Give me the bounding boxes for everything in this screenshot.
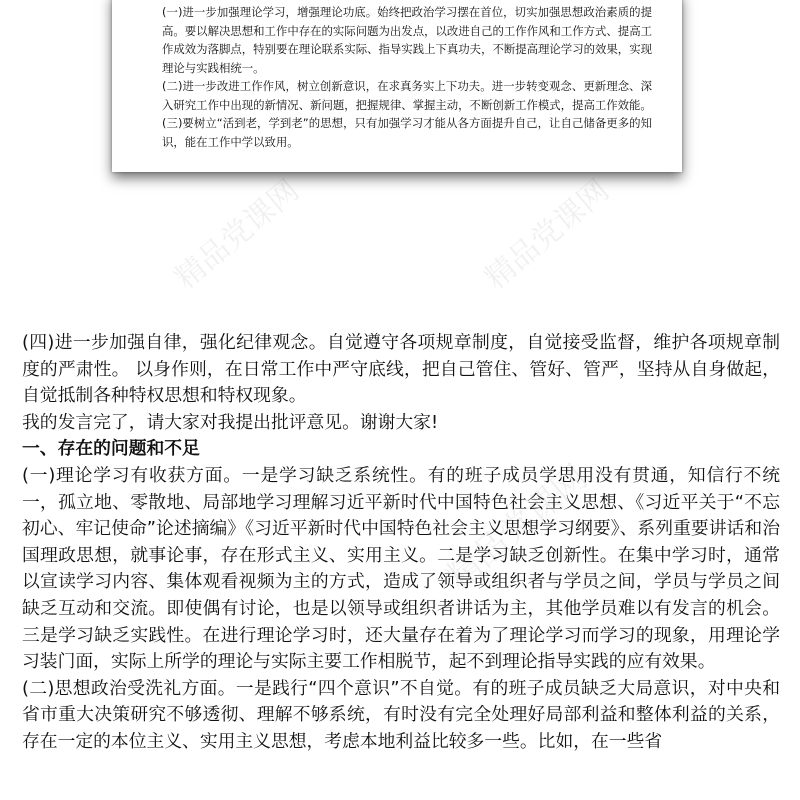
paragraph-political-thought: (二)思想政治受洗礼方面。一是践行“四个意识”不自觉。有的班子成员缺乏大局意识，对中央和省市重大决策研究不够透彻、理解不够系统，有时没有完全处理好局部利益和整体利益的关系，存在一定的本位主义、实用主义思想，考虑本地利益比较多一些。比如，在一些省 (22, 677, 780, 752)
paragraph-closing-remark: 我的发言完了，请大家对我提出批评意见。谢谢大家! (22, 411, 439, 433)
watermark: 精品党课网 (478, 173, 616, 297)
section-heading-problems: 一、存在的问题和不足 (22, 438, 200, 460)
watermark: 精品党课网 (439, 457, 596, 598)
preview-paragraph-3: (三)要树立“活到老，学到老”的思想，只有加强学习才能从各方面提升自己，让自己储备更多的知识，能在工作中学以致用。 (162, 116, 652, 149)
paragraph-theory-study: (一)理论学习有收获方面。一是学习缺乏系统性。有的班子成员学思用没有贯通，知信行不统一，孤立地、零散地、局部地学习理解习近平新时代中国特色社会主义思想、《习近平关于“不忘初心、牢记使命”论述摘编》《习近平新时代中国特色社会主义思想学习纲要》、系列重要讲话和治国理政思想，就事论事，存在形式主义、实用主义。二是学习缺乏创新性。在集中学习时，通常以宣读学习内容、集体观看视频为主的方式，造成了领导或组织者与学员之间，学员与学员之间缺乏互动和交流。即使偶有讨论，也是以领导或组织者讲话为主，其他学员难以有发言的机会。三是学习缺乏实践性。在进行理论学习时，还大量存在着为了理论学习而学习的现象，用理论学习装门面，实际上所学的理论与实际主要工作相脱节，起不到理论指导实践的应有效果。 (22, 464, 780, 673)
paragraph-discipline: (四)进一步加强自律，强化纪律观念。自觉遵守各项规章制度，自觉接受监督，维护各项规章制度的严肃性。 以身作则，在日常工作中严守底线，把自己管住、管好、管严，坚持从自身做起，自觉抵制各种特权思想和特权现象。 (22, 332, 780, 407)
main-text (22, 330, 780, 756)
document-preview-card (112, 0, 682, 172)
preview-paragraph-2: (二)进一步改进工作作风，树立创新意识，在求真务实上下功夫。进一步转变观念、更新理念、深入研究工作中出现的新情况、新问题，把握规律、掌握主动，不断创新工作模式，提高工作效能。 (162, 79, 652, 112)
watermark: 精品党课网 (168, 173, 306, 297)
preview-paragraph-1: (一)进一步加强理论学习，增强理论功底。始终把政治学习摆在首位，切实加强思想政治素质的提高。要以解决思想和工作中存在的实际问题为出发点，以改进自己的工作作风和工作方式、提高工作成效为落脚点，特别要在理论联系实际、指导实践上下真功夫，不断提高理论学习的效果，实现理论与实践相统一。 (162, 5, 652, 75)
